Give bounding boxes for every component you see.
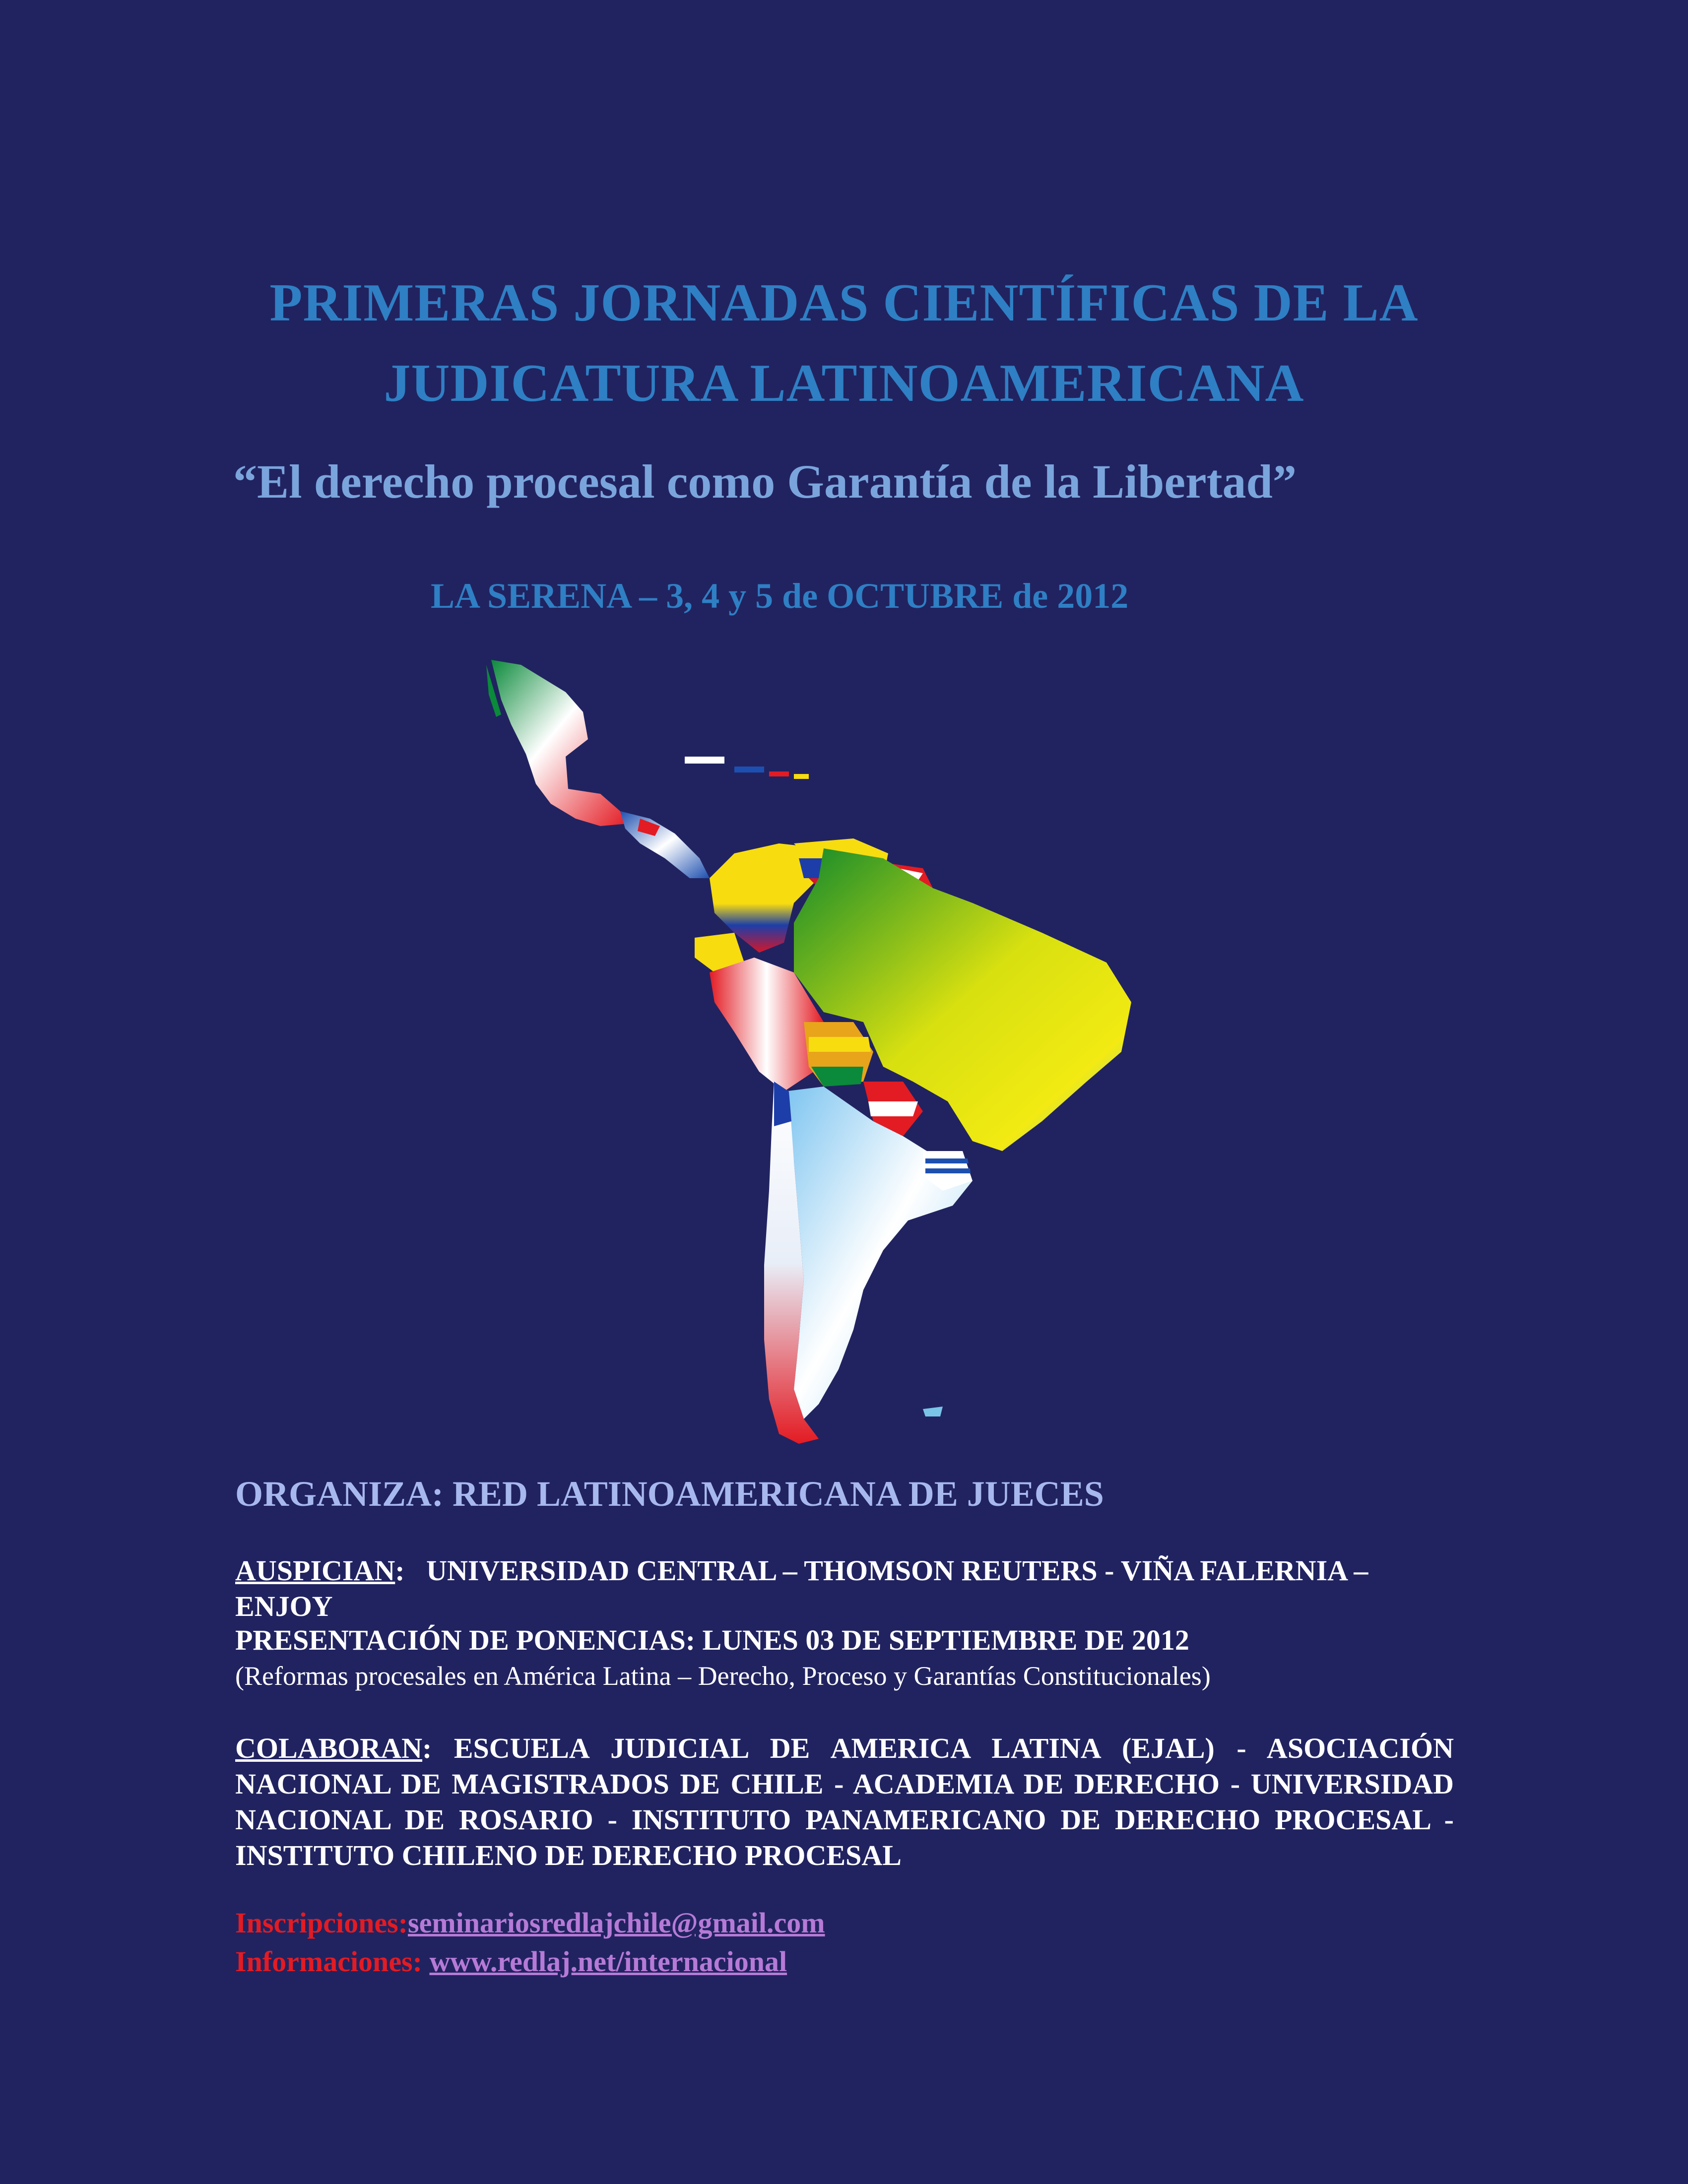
mexico-shape xyxy=(491,660,628,826)
presentacion-block xyxy=(235,1622,1454,1694)
inscripciones-line xyxy=(235,1905,1454,1941)
colaboran-label: COLABORAN xyxy=(235,1732,423,1764)
informaciones-label: Informaciones: xyxy=(235,1945,422,1978)
event-title-line2: JUDICATURA LATINOAMERICANA xyxy=(384,354,1304,413)
argentina-shape xyxy=(784,1087,973,1419)
inscripciones-email-link[interactable]: seminariosredlajchile@gmail.com xyxy=(408,1907,825,1939)
event-subtitle: “El derecho procesal como Garantía de la Libertad” xyxy=(233,455,1297,508)
inscripciones-label: Inscripciones: xyxy=(235,1907,408,1939)
auspician-line: AUSPICIAN: UNIVERSIDAD CENTRAL – THOMSON REUTERS - VIÑA FALERNIA – ENJOY xyxy=(235,1554,1368,1622)
colaboran-text: ESCUELA JUDICIAL DE AMERICA LATINA (EJAL) - ASOCIACIÓN NACIONAL DE MAGISTRADOS DE CHILE - ACADEMIA DE DERECHO - UNIVERSIDAD NACIONAL DE ROSARIO - INSTITUTO PANAMERICANO DE DERECHO PROCESAL - INSTITUTO CHILENO DE DERECHO PROCESAL xyxy=(235,1732,1454,1871)
central-america-shape xyxy=(620,811,710,878)
organiza-line: ORGANIZA: RED LATINOAMERICANA DE JUECES xyxy=(235,1474,1104,1514)
auspician-label: AUSPICIAN xyxy=(235,1554,395,1587)
event-title-line1: PRIMERAS JORNADAS CIENTÍFICAS DE LA xyxy=(269,273,1419,332)
colaboran-block: COLABORAN: ESCUELA JUDICIAL DE AMERICA LATINA (EJAL) - ASOCIACIÓN NACIONAL DE MAGISTRADOS DE CHILE - ACADEMIA DE DERECHO - UNIVERSIDAD NACIONAL DE ROSARIO - INSTITUTO PANAMERICANO DE DERECHO PROCESAL - INSTITUTO CHILENO DE DERECHO PROCESAL xyxy=(235,1732,1454,1871)
presentacion-detail: (Reformas procesales en América Latina – Derecho, Proceso y Garantías Constitucionales) xyxy=(235,1661,1211,1691)
auspician-text: UNIVERSIDAD CENTRAL – THOMSON REUTERS - VIÑA FALERNIA – ENJOY xyxy=(235,1554,1368,1622)
latin-america-flag-map xyxy=(476,645,1171,1469)
event-title xyxy=(0,263,1688,424)
informaciones-url-link[interactable]: www.redlaj.net/internacional xyxy=(429,1945,787,1978)
presentacion-line: PRESENTACIÓN DE PONENCIAS: LUNES 03 DE SEPTIEMBRE DE 2012 xyxy=(235,1624,1189,1656)
informaciones-line xyxy=(235,1944,1454,1980)
event-venue-date: LA SERENA – 3, 4 y 5 de OCTUBRE de 2012 xyxy=(431,576,1129,616)
